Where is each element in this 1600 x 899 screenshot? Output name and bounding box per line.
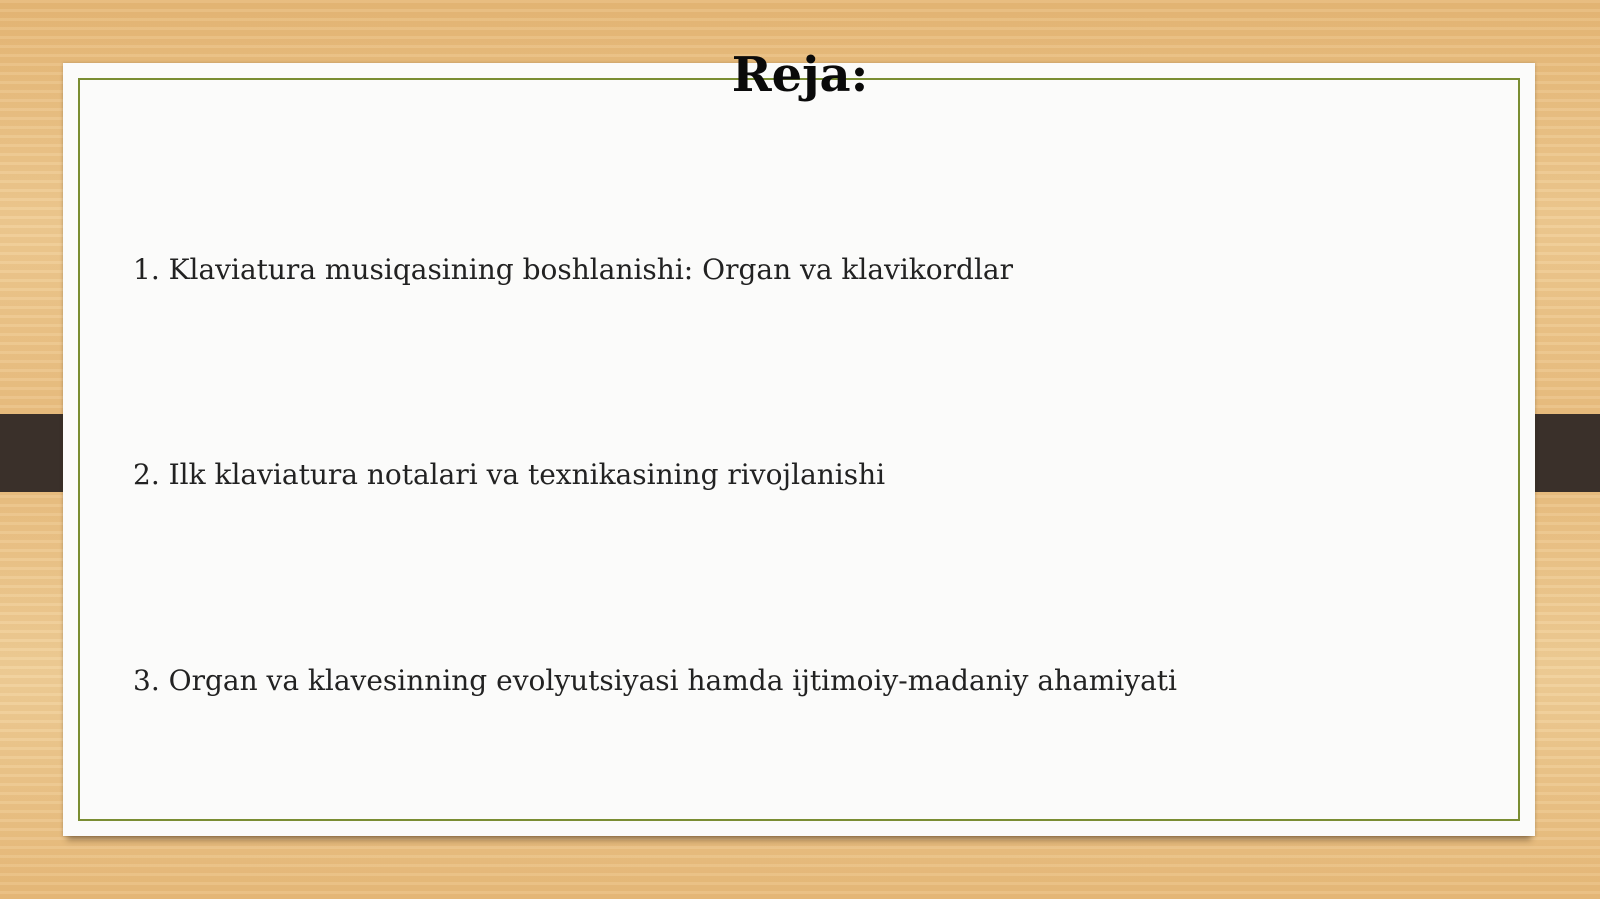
slide-title: Reja: [731,47,869,103]
slide-paper-card [63,63,1535,836]
plan-item-3: 3. Organ va klavesinning evolyutsiyasi hamda ijtimoiy-madaniy ahamiyati [133,664,1177,697]
plan-item-1: 1. Klaviatura musiqasining boshlanishi: Organ va klavikordlar [133,253,1013,286]
plan-item-2: 2. Ilk klaviatura notalari va texnikasining rivojlanishi [133,458,886,491]
green-frame-border [78,78,1520,821]
